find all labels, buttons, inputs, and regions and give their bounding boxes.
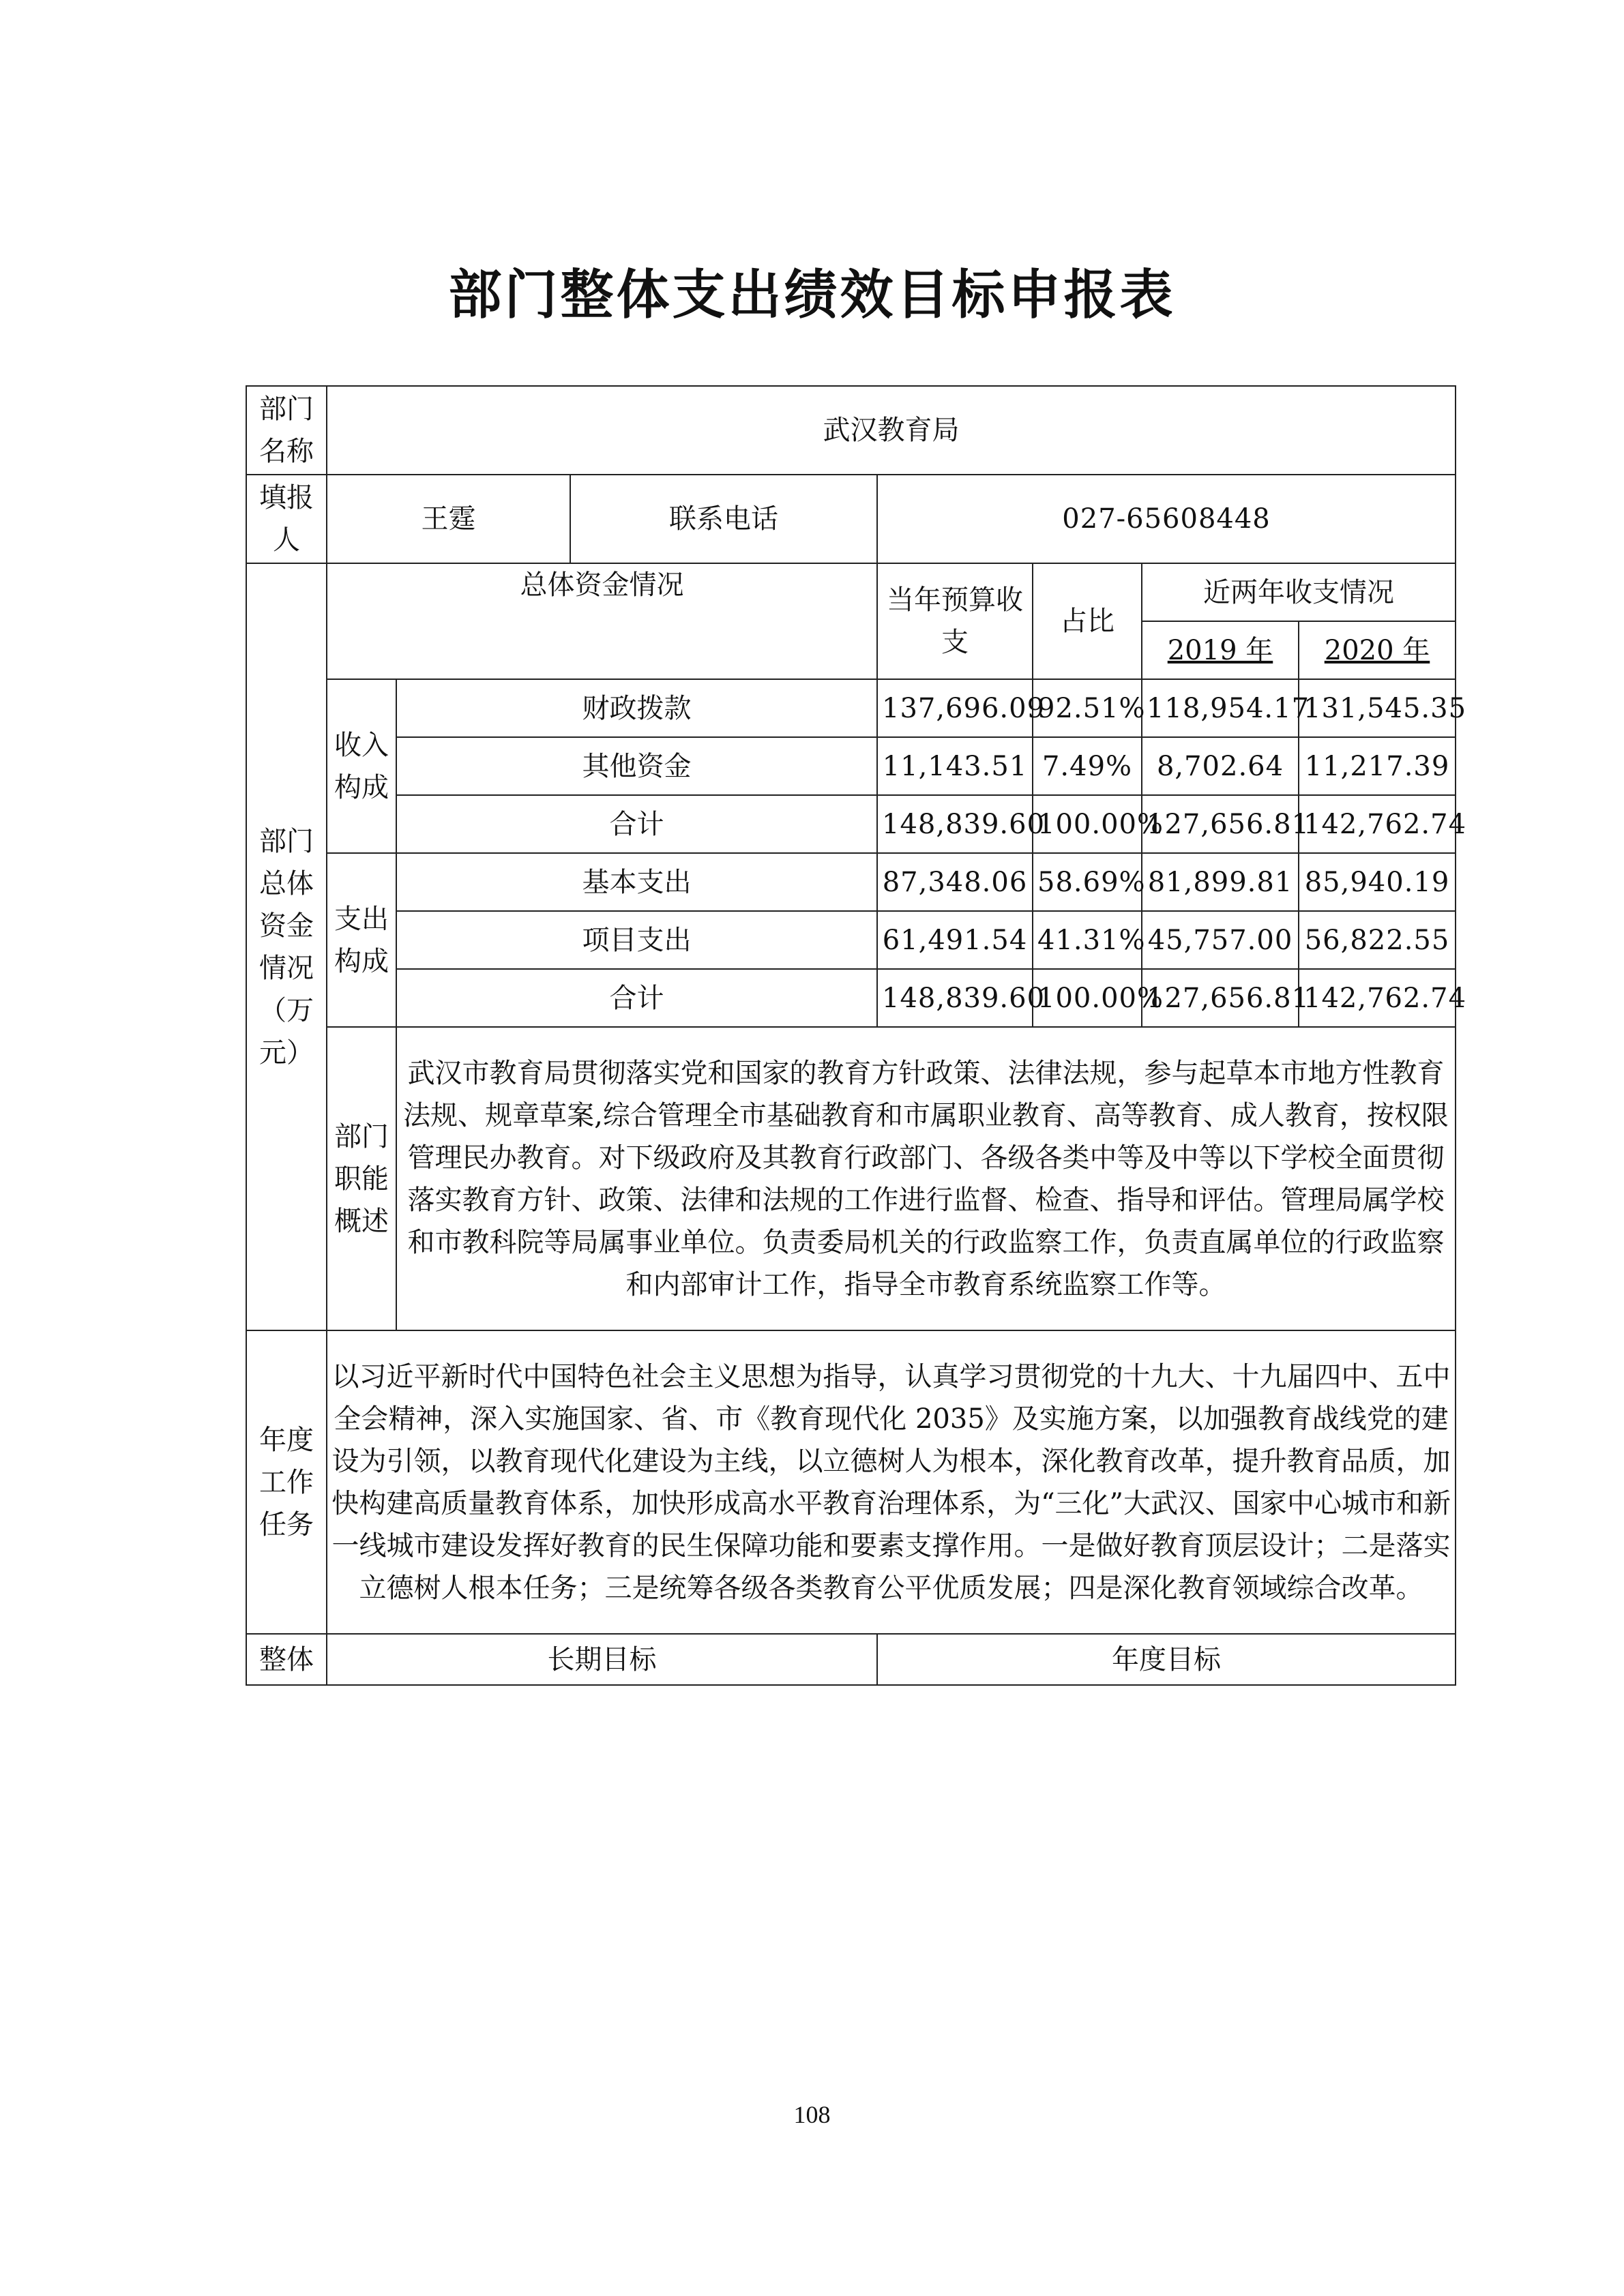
annual-goal-header: 年度目标 [877, 1634, 1456, 1685]
goals-label: 整体 [246, 1634, 327, 1685]
table-row [246, 795, 1456, 853]
tasks-text: 以习近平新时代中国特色社会主义思想为指导，认真学习贯彻党的十九大、十九届四中、五中全会精神，深入实施国家、省、市《教育现代化 2035》及实施方案，以加强教育战线党的建设为引领，以教育现代化建设为主线，以立德树人为根本，深化教育改革，提升教育品质，加快构建高质量教育体系，加快形成高水平教育治理体系，为“三化”大武汉、国家中心城市和新一线城市建设发挥好教育的民生保障功能和要素支撑作用。一是做好教育顶层设计；二是落实立德树人根本任务；三是统筹各级各类教育公平优质发展；四是深化教育领域综合改革。 [327, 1330, 1456, 1634]
ratio-value: 41.31% [1033, 911, 1142, 969]
y2020-value: 142,762.74 [1299, 969, 1456, 1027]
y2019-value: 118,954.17 [1142, 679, 1299, 737]
long-term-goal-header: 长期目标 [327, 1634, 877, 1685]
y2019-value: 8,702.64 [1142, 737, 1299, 795]
reporter-label: 填报人 [246, 475, 327, 563]
y2019-value: 127,656.81 [1142, 795, 1299, 853]
budget-value: 87,348.06 [877, 853, 1033, 911]
year-2019-header [1142, 621, 1299, 679]
table-row [246, 737, 1456, 795]
page-number: 108 [793, 2101, 831, 2128]
reporter-name: 王霆 [327, 475, 570, 563]
tasks-label: 年度工作任务 [246, 1330, 327, 1634]
row-name: 财政拨款 [396, 679, 877, 737]
expense-label: 支出构成 [327, 853, 396, 1027]
ratio-value: 100.00% [1033, 969, 1142, 1027]
funds-side-label: 部门总体资金情况（万元） [246, 563, 327, 1330]
department-row [246, 386, 1456, 475]
row-name: 基本支出 [396, 853, 877, 911]
ratio-value: 7.49% [1033, 737, 1142, 795]
goals-row [246, 1634, 1456, 1685]
year-2020-label: 2020 年 [1324, 634, 1430, 666]
year-2019-label: 2019 年 [1167, 634, 1273, 666]
phone-value: 027-65608448 [877, 475, 1456, 563]
budget-value: 137,696.09 [877, 679, 1033, 737]
page-title: 部门整体支出绩效目标申报表 [448, 265, 1176, 326]
department-value: 武汉教育局 [327, 386, 1456, 475]
functions-text: 武汉市教育局贯彻落实党和国家的教育方针政策、法律法规，参与起草本市地方性教育法规、规章草案,综合管理全市基础教育和市属职业教育、高等教育、成人教育，按权限管理民办教育。对下级政府及其教育行政部门、各级各类中等及中等以下学校全面贯彻落实教育方针、政策、法律和法规的工作进行监督、检查、指导和评估。管理局属学校和市教科院等局属事业单位。负责委局机关的行政监察工作，负责直属单位的行政监察和内部审计工作，指导全市教育系统监察工作等。 [396, 1027, 1456, 1330]
tasks-row [246, 1330, 1456, 1634]
income-label: 收入构成 [327, 679, 396, 853]
reporter-row [246, 475, 1456, 563]
ratio-value: 58.69% [1033, 853, 1142, 911]
budget-value: 148,839.60 [877, 795, 1033, 853]
performance-table [246, 385, 1467, 1686]
overall-funds-header: 总体资金情况 [327, 563, 877, 679]
budget-value: 148,839.60 [877, 969, 1033, 1027]
table-row [246, 911, 1456, 969]
y2019-value: 127,656.81 [1142, 969, 1299, 1027]
y2020-value: 11,217.39 [1299, 737, 1456, 795]
y2020-value: 85,940.19 [1299, 853, 1456, 911]
year-2020-header [1299, 621, 1456, 679]
y2020-value: 142,762.74 [1299, 795, 1456, 853]
functions-row [246, 1027, 1456, 1330]
y2019-value: 45,757.00 [1142, 911, 1299, 969]
budget-value: 61,491.54 [877, 911, 1033, 969]
ratio-header: 占比 [1033, 563, 1142, 679]
table-row [246, 853, 1456, 911]
row-name: 其他资金 [396, 737, 877, 795]
department-label: 部门名称 [246, 386, 327, 475]
y2020-value: 131,545.35 [1299, 679, 1456, 737]
funds-header-row [246, 563, 1456, 621]
recent-years-header: 近两年收支情况 [1142, 563, 1456, 621]
ratio-value: 92.51% [1033, 679, 1142, 737]
y2019-value: 81,899.81 [1142, 853, 1299, 911]
row-name: 合计 [396, 795, 877, 853]
y2020-value: 56,822.55 [1299, 911, 1456, 969]
budget-value: 11,143.51 [877, 737, 1033, 795]
budget-header: 当年预算收支 [877, 563, 1033, 679]
table-row [246, 969, 1456, 1027]
row-name: 项目支出 [396, 911, 877, 969]
phone-label: 联系电话 [570, 475, 877, 563]
row-name: 合计 [396, 969, 877, 1027]
ratio-value: 100.00% [1033, 795, 1142, 853]
table-row [246, 679, 1456, 737]
functions-label: 部门职能概述 [327, 1027, 396, 1330]
